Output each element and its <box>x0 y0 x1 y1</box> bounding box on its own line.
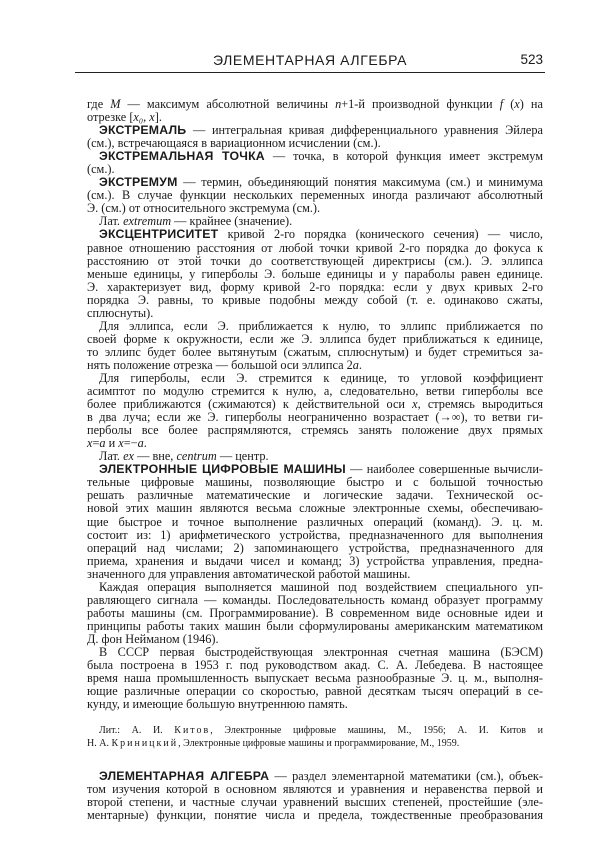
text-segment: Лат. <box>99 449 124 464</box>
text-segment: ющие различные операции со скоростью, равной десяткам тысяч операций в се- <box>87 684 543 699</box>
text-segment: меньше единицы, у гиперболы Э. больше единицы и у параболы равен единице. <box>87 266 543 281</box>
text-segment: Э. (см.) от относительного экстремума (см.). <box>87 201 321 216</box>
text-segment: своей форме к окружности, если же Э. эллипса будет приближаться к единице, <box>87 331 543 346</box>
text-segment: Д. фон Нейманом (1946). <box>87 631 219 646</box>
italic-text: ex <box>123 449 134 464</box>
italic-text: x <box>118 436 124 451</box>
text-segment: решать различные математические и логические задачи. Технической ос- <box>87 488 543 503</box>
entry-term: ЭКСТРЕМУМ <box>99 175 178 190</box>
text-segment: значенного для управления автоматической работой машины. <box>87 566 411 581</box>
text-segment: — раздел элементарной математики (см.), объек- <box>269 769 543 784</box>
italic-text: x₀, x <box>133 110 155 125</box>
text-segment: операций над числами; 2) запоминающего устройства, предназначенного для <box>87 540 543 555</box>
text-segment: принципы работы таких машин были сформулированы американским математиком <box>87 618 543 633</box>
paragraph <box>87 646 543 711</box>
paragraph <box>87 124 543 150</box>
text-segment: =− <box>123 436 138 451</box>
text-segment: Лит.: А. И. <box>99 725 175 737</box>
text-segment: то эллипс будет более вытянутым (сжатым, сплюснутым) и будет стремиться за- <box>87 344 543 359</box>
text-line <box>87 724 543 737</box>
running-header <box>75 50 545 73</box>
text-segment: более приближаются (сжимаются) к действительной оси <box>87 397 413 412</box>
paragraph <box>87 176 543 215</box>
text-segment: +1-й производной функции <box>341 97 500 111</box>
text-line <box>87 809 543 822</box>
italic-text: n <box>335 97 342 111</box>
italic-text: x <box>87 436 93 451</box>
text-segment: (см.), встречающаяся в вариационном исчислении (см.). <box>87 136 381 151</box>
text-segment: (см.). <box>87 162 115 177</box>
paragraph <box>87 150 543 176</box>
text-segment: отрезке [ <box>87 110 134 125</box>
text-line <box>87 424 543 437</box>
text-segment: — интегральная кривая дифференциального уравнения Эйлера <box>186 123 543 138</box>
text-line <box>87 737 543 750</box>
text-segment: асимптот по модулю стремится к нулю, а, следовательно, ветви гиперболы все <box>87 384 543 399</box>
text-segment: Для гиперболы, если Э. стремится к единице, то угловой коэффициент <box>99 370 543 385</box>
text-segment: . <box>143 436 147 451</box>
entry-term: ЭКСЦЕНТРИСИТЕТ <box>99 227 219 242</box>
text-segment: порядка Э. равны, то кривые подобны между собой (т. е. одинаково сжаты, <box>87 292 543 307</box>
paragraph <box>87 320 543 372</box>
text-segment: и <box>105 436 119 451</box>
author-name: Криницкий <box>111 738 179 750</box>
text-segment: , Электронные цифровые машины и программирование, М., 1959. <box>178 738 460 750</box>
paragraph <box>87 98 543 124</box>
bibliography <box>87 724 543 750</box>
paragraph <box>87 463 543 580</box>
running-title: ЭЛЕМЕНТАРНАЯ АЛГЕБРА <box>212 52 408 68</box>
text-segment: новой этих машин являются весьма сложные электронные схемы, обеспечиваю- <box>87 501 543 516</box>
text-segment: . <box>358 357 362 372</box>
text-segment: — вне, <box>134 449 177 464</box>
text-segment: Лат. <box>99 214 124 229</box>
italic-text: x <box>412 397 418 412</box>
text-segment: где <box>87 97 111 111</box>
text-segment: время наша промышленность выпускает весьма разнообразные Э. ц. м., выполня- <box>87 671 543 686</box>
text-segment: Э. характеризует вид, форму кривой 2-го порядка: если у двух кривых 2-го <box>87 279 543 294</box>
paragraph <box>87 372 543 450</box>
paragraph <box>87 581 543 646</box>
italic-text: extremum <box>123 214 172 229</box>
text-segment: ментарные) функции, понятие числа и предела, тождественные преобразования <box>87 808 543 823</box>
text-segment: В СССР первая быстродействующая электронная счетная машина (БЭСМ) <box>99 644 543 659</box>
text-segment: — крайнее (значение). <box>171 214 293 229</box>
text-segment: — наиболее совершенные вычисли- <box>345 462 543 477</box>
text-segment: расстоянию от этой точки до соответствующей директрисы (см.). Э. эллипса <box>87 253 543 268</box>
text-segment: кунду, и имеющие большую внутреннюю память. <box>87 697 348 712</box>
text-segment: ]. <box>154 110 162 125</box>
italic-text: centrum <box>176 449 217 464</box>
text-segment: перболы все более распрямляются, стремясь занять положение двух прямых <box>87 423 543 438</box>
italic-text: f <box>499 97 504 111</box>
paragraph <box>87 770 543 822</box>
italic-text: a <box>99 436 106 451</box>
text-segment: состоит из: 1) арифметического устройства, предназначенного для выполнения <box>87 527 543 542</box>
text-segment: (см.). В случае функции нескольких переменных иногда различают абсолютный <box>87 188 543 203</box>
entry-term: ЭКСТРЕМАЛЬНАЯ ТОЧКА <box>99 149 265 164</box>
text-segment: ) на <box>519 97 543 111</box>
text-segment: равляющего сигнала — команды. Последовательность команд образует программу <box>87 592 543 607</box>
text-line <box>87 150 543 163</box>
italic-text: a <box>352 357 359 372</box>
text-segment: = <box>92 436 100 451</box>
text-segment: приема, хранения и выдачи чисел и команд; 3) устройства управления, предна- <box>87 553 543 568</box>
text-segment: равное отношению расстояния от любой точки кривой 2-го порядка до фокуса к <box>87 240 543 255</box>
italic-text: M <box>110 97 121 111</box>
paragraph <box>87 228 543 319</box>
text-segment: второй степени, и частные случаи уравнений высших степеней, простейшие (эле- <box>87 795 543 810</box>
text-segment: — максимум абсолютной величины <box>120 97 336 111</box>
text-segment: нять положение отрезка — большой оси эллипса 2 <box>87 357 353 372</box>
text-line <box>87 698 543 711</box>
text-segment: , Электронные цифровые машины, М., 1956; А. И. Китов и <box>210 725 543 737</box>
italic-text: x <box>514 97 520 111</box>
entry-term: ЭЛЕКТРОННЫЕ ЦИФРОВЫЕ МАШИНЫ <box>99 462 346 477</box>
text-segment: том изучения которой в основном являются и уравнения и неравенства первой и <box>87 782 543 797</box>
italic-text: a <box>137 436 144 451</box>
text-line <box>87 294 543 307</box>
text-segment: — термин, объединяющий понятия максимума (см.) и минимума <box>177 175 543 190</box>
text-segment: — точка, в которой функция имеет экстремум <box>264 149 543 164</box>
text-segment: в два луча; если же Э. гиперболы неограниченно возрастает (→∞), то ветви ги- <box>87 410 543 425</box>
page-body <box>87 98 543 822</box>
text-segment: щие быстрое и точное выполнение различных операций (команд). Э. ц. м. <box>87 514 543 529</box>
text-segment: была построена в 1953 г. под руководством акад. С. А. Лебедева. В настоящее <box>87 658 543 673</box>
text-segment: Каждая операция выполняется машиной под воздействием специального уп- <box>99 579 543 594</box>
entry-term: ЭЛЕМЕНТАРНАЯ АЛГЕБРА <box>99 769 270 784</box>
text-segment: — центр. <box>216 449 269 464</box>
text-segment: Н. А. <box>87 738 112 750</box>
author-name: Китов <box>174 725 211 737</box>
text-segment: Для эллипса, если Э. приближается к нулю, то эллипс приближается по <box>99 318 543 333</box>
text-segment: работы машины (см. Программирование). В современном виде основные идеи и <box>87 605 543 620</box>
text-segment: , стремясь выродиться <box>417 397 543 412</box>
text-segment: тельные цифровые машины, позволяющие быстро и с большой точностью <box>87 475 543 490</box>
entry-term: ЭКСТРЕМАЛЬ <box>99 123 187 138</box>
text-segment: кривой 2-го порядка (конического сечения) — число, <box>218 227 543 242</box>
page-number: 523 <box>520 52 543 67</box>
text-segment: сплюснуты). <box>87 305 154 320</box>
text-segment: ( <box>503 97 515 111</box>
